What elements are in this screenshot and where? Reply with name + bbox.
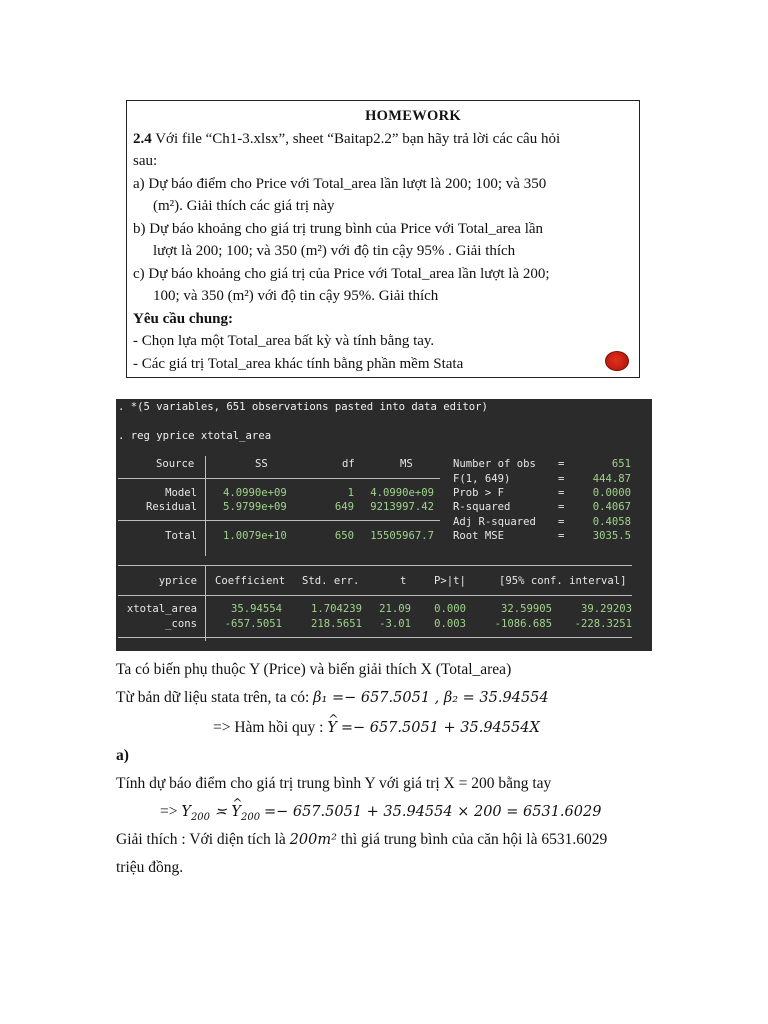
requirements-title bbox=[133, 308, 633, 331]
coef-hi-xtotal: 39.29203 bbox=[580, 603, 632, 615]
anova-df-residual: 649 bbox=[334, 501, 354, 513]
paragraph-forecast-calculation bbox=[160, 802, 601, 828]
anova-ss-model: 4.0990e+09 bbox=[223, 487, 287, 499]
anova-total-rule bbox=[118, 520, 440, 521]
item-a-line-1: a) Dự báo điểm cho Price với Total_area lần lượt là 200; 100; và 350 bbox=[133, 175, 547, 192]
question-number: 2.4 bbox=[133, 130, 152, 147]
coef-lo-xtotal: 32.59905 bbox=[500, 603, 552, 615]
y-hat-symbol: ^ Y bbox=[327, 720, 337, 736]
coef-intro-text: Từ bản dữ liệu stata trên, ta có: bbox=[116, 689, 314, 706]
homework-box bbox=[126, 100, 640, 378]
item-b-line-2: lượt là 200; 100; và 350 (m²) với độ tin cậy 95% . Giải thích bbox=[153, 243, 516, 259]
coef-var-xtotal: xtotal_area bbox=[126, 603, 197, 615]
stat-label-rmse: Root MSE bbox=[453, 530, 505, 542]
record-dot-icon bbox=[605, 351, 629, 371]
y200-symbol: $Y_{200}$ ≍ ^ $Y_{200}$ bbox=[181, 804, 260, 820]
anova-ss-residual: 5.9799e+09 bbox=[223, 501, 287, 513]
stat-label-adjrsq: Adj R-squared bbox=[453, 516, 536, 528]
coef-se-cons: 218.5651 bbox=[310, 618, 362, 630]
stat-label-rsq: R-squared bbox=[453, 501, 511, 513]
coef-hi-cons: -228.3251 bbox=[574, 618, 632, 630]
explanation-intro: Giải thích : Với diện tích là bbox=[116, 831, 290, 848]
coef-header-coef: Coefficient bbox=[215, 575, 286, 587]
coef-header-p: P>|t| bbox=[434, 575, 466, 587]
paragraph-point-forecast: Tính dự báo điểm cho giá trị trung bình Y với giá trị X = 200 bằng tay bbox=[116, 775, 552, 792]
paragraph-coefficients bbox=[116, 688, 549, 708]
coef-value-cons: -657.5051 bbox=[224, 618, 282, 630]
requirement-1: - Chọn lựa một Total_area bất kỳ và tính bằng tay. bbox=[133, 333, 435, 349]
stat-eq-f: = bbox=[558, 473, 565, 485]
anova-df-model: 1 bbox=[347, 487, 354, 499]
coef-se-xtotal: 1.704239 bbox=[310, 603, 362, 615]
stat-eq-nobs: = bbox=[558, 458, 565, 470]
anova-vertical-rule bbox=[205, 456, 206, 556]
coef-bottom-rule bbox=[118, 637, 632, 638]
item-a-line-2: (m²). Giải thích các giá trị này bbox=[153, 198, 335, 214]
area-value: 200m² bbox=[289, 832, 337, 848]
anova-ms-total: 15505967.7 bbox=[370, 530, 434, 542]
stat-eq-rsq: = bbox=[558, 501, 565, 513]
anova-ss-total: 1.0079e+10 bbox=[223, 530, 287, 542]
stata-output bbox=[116, 399, 652, 651]
item-c-line-2: 100; và 350 (m²) với độ tin cậy 95%. Giải thích bbox=[153, 288, 439, 304]
question-text: Với file “Ch1-3.xlsx”, sheet “Baitap2.2” bạn hãy trả lời các câu hỏi bbox=[151, 130, 561, 147]
coef-var-cons: _cons bbox=[165, 618, 197, 630]
anova-header-source: Source bbox=[156, 458, 195, 470]
anova-ms-residual: 9213997.42 bbox=[370, 501, 434, 513]
coef-top-rule bbox=[118, 565, 632, 566]
coef-t-xtotal: 21.09 bbox=[379, 603, 411, 615]
anova-source-total: Total bbox=[165, 530, 197, 542]
anova-header-ms: MS bbox=[400, 458, 413, 470]
regression-intro-text: => Hàm hồi quy : bbox=[213, 719, 328, 736]
coef-lo-cons: -1086.685 bbox=[494, 618, 552, 630]
anova-source-model: Model bbox=[165, 487, 197, 499]
stat-value-f: 444.87 bbox=[592, 473, 631, 485]
beta-equation: β₁ =− 657.5051 , β₂ = 35.94554 bbox=[313, 690, 549, 706]
paragraph-regression-function bbox=[213, 718, 540, 738]
stat-value-adjrsq: 0.4058 bbox=[592, 516, 631, 528]
requirements-heading: Yêu cầu chung: bbox=[133, 310, 234, 327]
coef-header-rule bbox=[118, 595, 632, 596]
coef-vertical-rule bbox=[205, 565, 206, 641]
paragraph-unit: triệu đồng. bbox=[116, 859, 184, 876]
anova-ms-model: 4.0990e+09 bbox=[370, 487, 434, 499]
anova-header-ss: SS bbox=[255, 458, 268, 470]
section-a-heading: a) bbox=[116, 747, 129, 764]
stat-value-rmse: 3035.5 bbox=[592, 530, 631, 542]
forecast-arrow-text: => bbox=[160, 803, 182, 820]
stat-value-nobs: 651 bbox=[611, 458, 631, 470]
stat-eq-adjrsq: = bbox=[558, 516, 565, 528]
coef-header-se: Std. err. bbox=[302, 575, 360, 587]
stat-eq-rmse: = bbox=[558, 530, 565, 542]
anova-df-total: 650 bbox=[334, 530, 354, 542]
item-b-line-1: b) Dự báo khoảng cho giá trị trung bình của Price với Total_area lần bbox=[133, 220, 544, 237]
coef-t-cons: -3.01 bbox=[379, 618, 411, 630]
paragraph-variables: Ta có biến phụ thuộc Y (Price) và biến giải thích X (Total_area) bbox=[116, 661, 512, 678]
requirement-2: - Các giá trị Total_area khác tính bằng phần mềm Stata bbox=[133, 355, 464, 372]
stata-command-line: . reg yprice xtotal_area bbox=[118, 430, 272, 442]
stat-eq-probf: = bbox=[558, 487, 565, 499]
coef-p-cons: 0.003 bbox=[434, 618, 466, 630]
coef-header-ci: [95% conf. interval] bbox=[499, 575, 627, 587]
anova-header-rule bbox=[118, 478, 440, 479]
homework-title: HOMEWORK bbox=[365, 108, 461, 124]
coef-p-xtotal: 0.000 bbox=[434, 603, 466, 615]
stat-value-probf: 0.0000 bbox=[592, 487, 631, 499]
anova-source-residual: Residual bbox=[145, 501, 197, 513]
question-line-1 bbox=[133, 128, 633, 151]
question-line-2: sau: bbox=[133, 153, 158, 169]
item-c-line-1: c) Dự báo khoảng cho giá trị của Price với Total_area lần lượt là 200; bbox=[133, 265, 550, 282]
coef-header-var: yprice bbox=[158, 575, 197, 587]
stat-label-nobs: Number of obs bbox=[453, 458, 536, 470]
stat-label-probf: Prob > F bbox=[453, 487, 505, 499]
coef-header-t: t bbox=[400, 575, 407, 587]
anova-header-df: df bbox=[342, 458, 355, 470]
explanation-rest: thì giá trung bình của căn hội là 6531.6029 bbox=[336, 831, 608, 848]
coef-value-xtotal: 35.94554 bbox=[230, 603, 282, 615]
paragraph-explanation bbox=[116, 830, 607, 850]
forecast-equation: =− 657.5051 + 35.94554 × 200 = 6531.6029 bbox=[263, 804, 602, 820]
regression-equation: =− 657.5051 + 35.94554X bbox=[340, 720, 540, 736]
stat-label-f: F(1, 649) bbox=[453, 473, 511, 485]
stat-value-rsq: 0.4067 bbox=[592, 501, 631, 513]
stata-paste-line: . *(5 variables, 651 observations pasted into data editor) bbox=[118, 401, 488, 413]
